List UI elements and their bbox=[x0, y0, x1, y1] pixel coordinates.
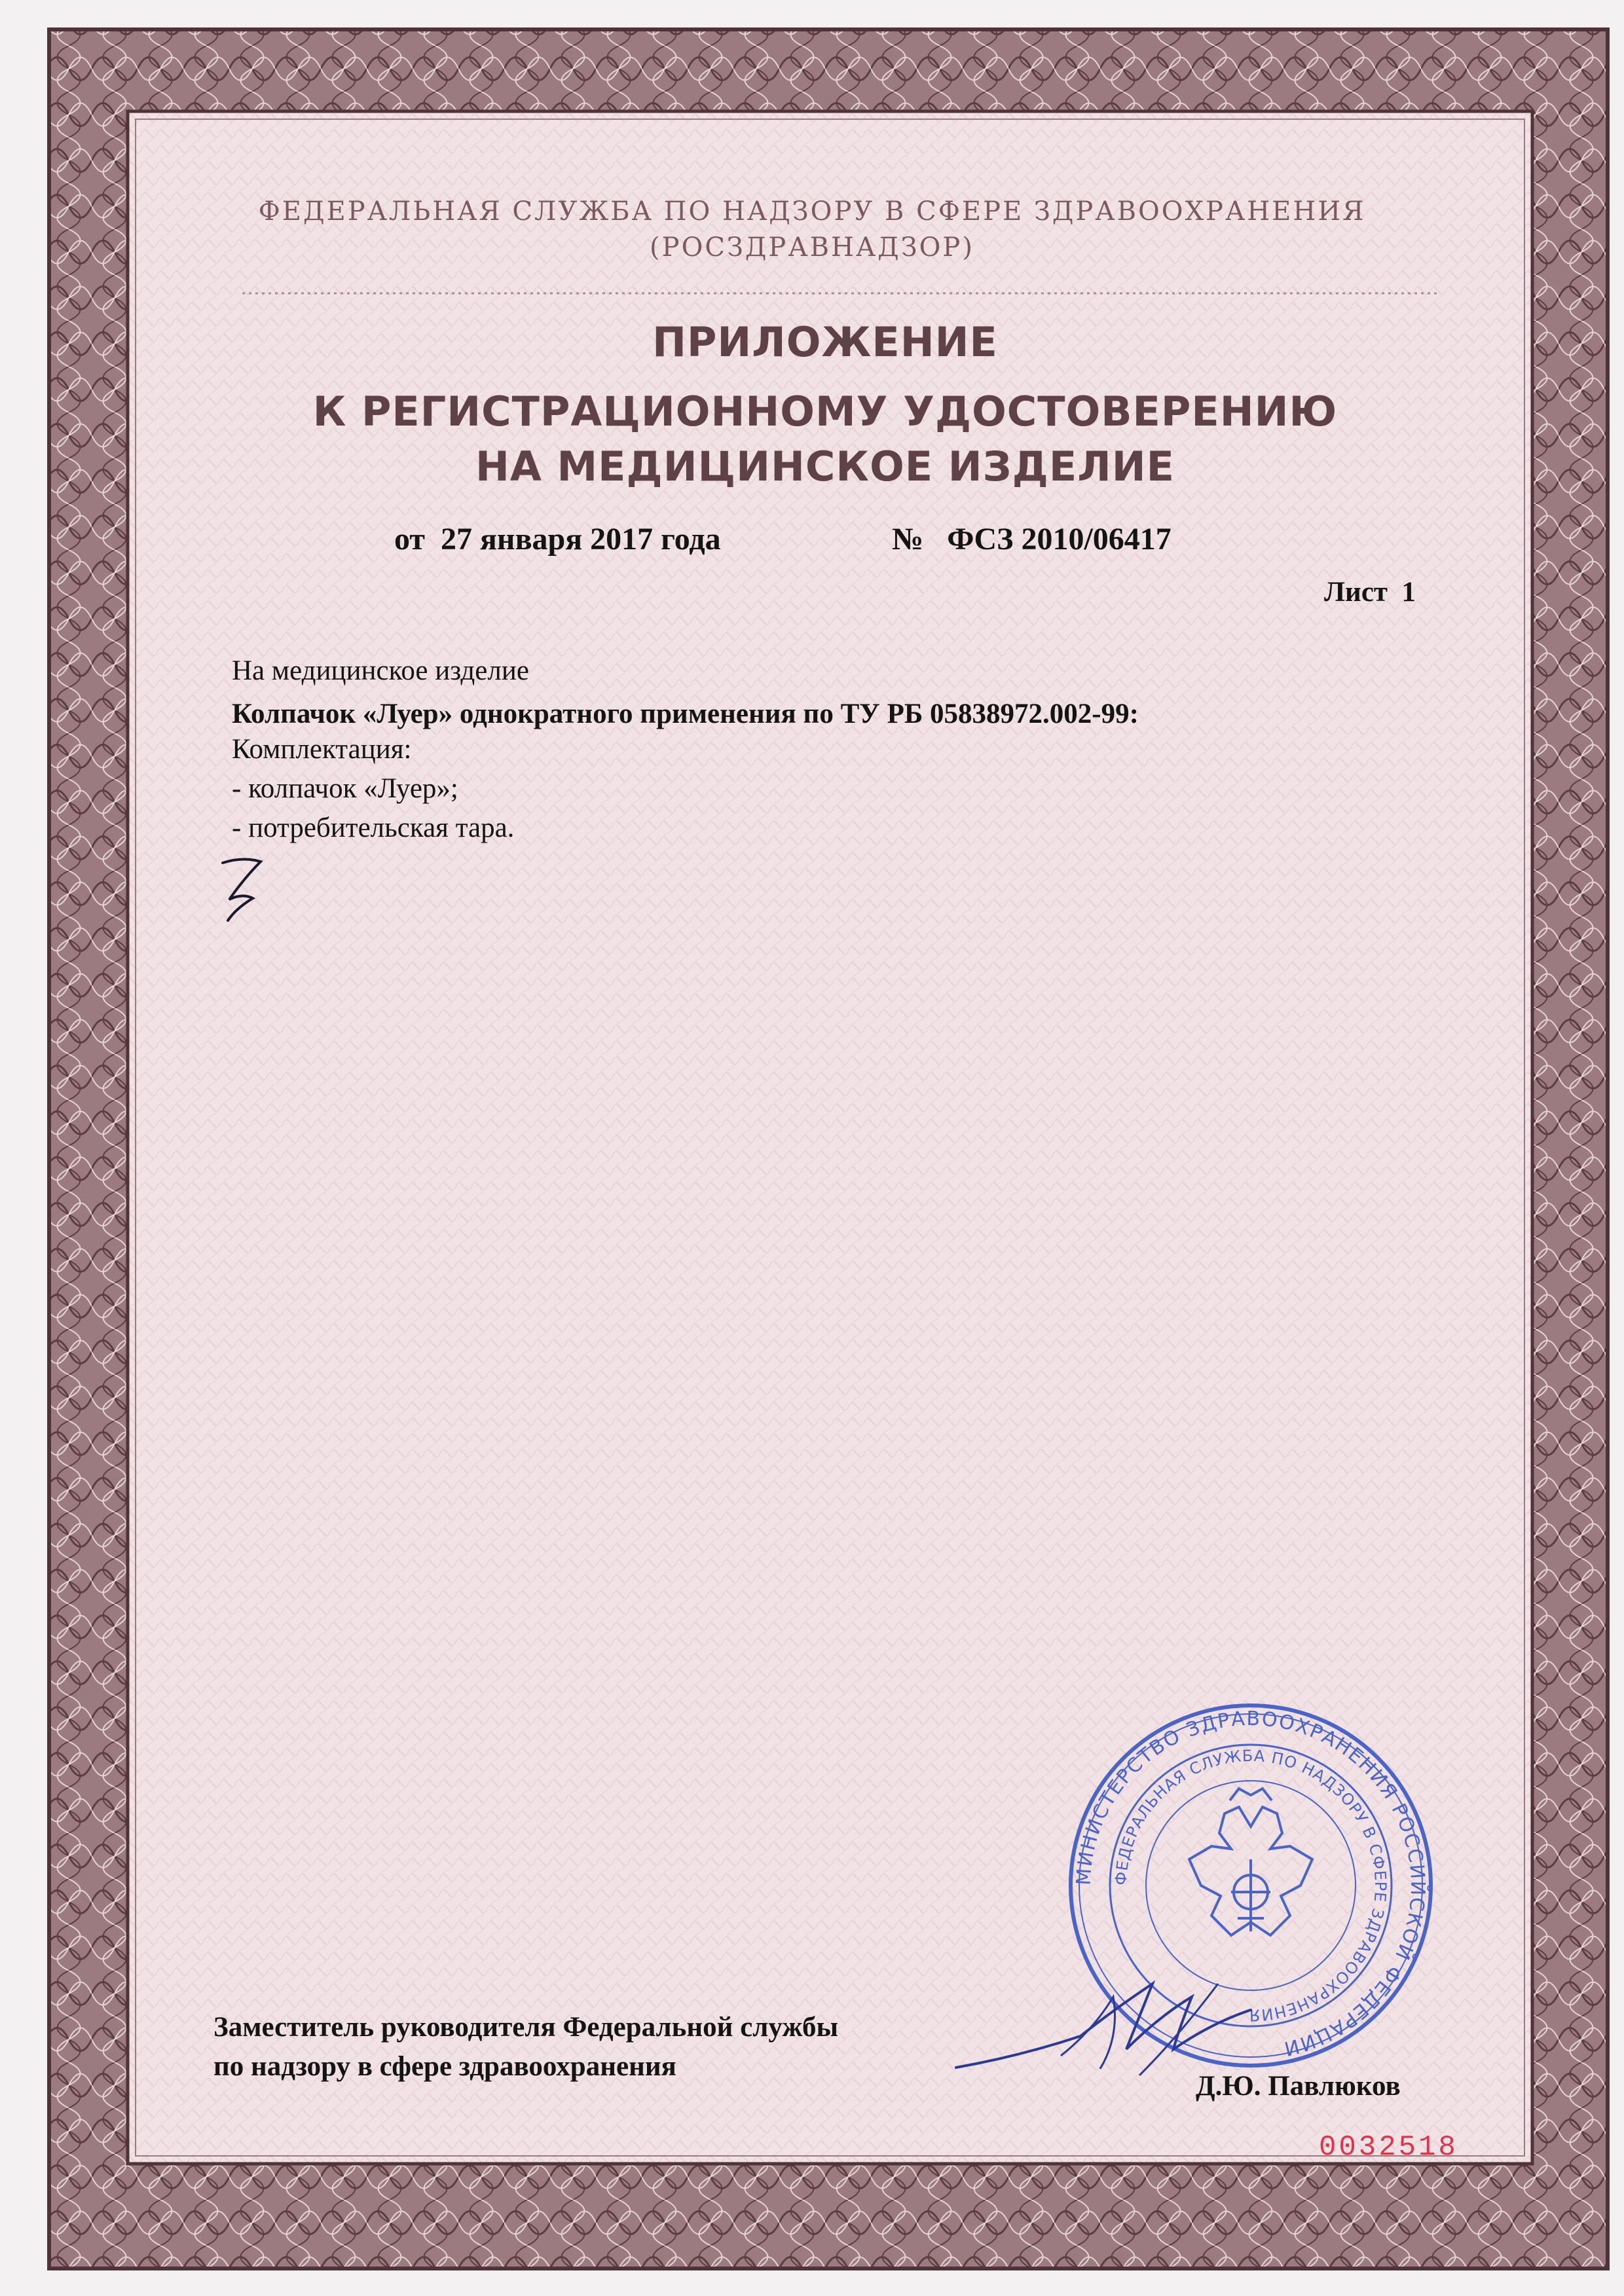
sheet-value: 1 bbox=[1401, 577, 1416, 608]
number-sign: № bbox=[892, 522, 924, 556]
certificate-number-line bbox=[892, 521, 1172, 557]
kit-item: - потребительская тара. bbox=[232, 812, 515, 843]
title-line-3: НА МЕДИЦИНСКОЕ ИЗДЕЛИЕ bbox=[475, 443, 1175, 490]
title-line-1: ПРИЛОЖЕНИЕ bbox=[652, 318, 998, 366]
product-name: Колпачок «Луер» однократного применения по ТУ РБ 05838972.002-99: bbox=[232, 699, 1139, 729]
signatory-position-line-1: Заместитель руководителя Федеральной службы bbox=[213, 2012, 839, 2043]
signatory-name: Д.Ю. Павлюков bbox=[1196, 2071, 1401, 2102]
signatory-position-line-2: по надзору в сфере здравоохранения bbox=[213, 2051, 676, 2082]
certificate-number: ФСЗ 2010/06417 bbox=[947, 522, 1172, 556]
intro-text: На медицинское изделие bbox=[232, 655, 529, 686]
kit-label: Комплектация: bbox=[232, 734, 412, 765]
eagle-emblem-icon bbox=[1189, 1789, 1312, 1935]
stamp-outer-text: МИНИСТЕРСТВО ЗДРАВООХРАНЕНИЯ РОССИЙСКОЙ ФЕДЕРАЦИИ bbox=[1072, 1707, 1430, 2060]
agency-abbreviation: (РОСЗДРАВНАДЗОР) bbox=[650, 232, 974, 263]
date-prefix: от bbox=[394, 522, 425, 556]
title-line-2: К РЕГИСТРАЦИОННОМУ УДОСТОВЕРЕНИЮ bbox=[312, 388, 1338, 435]
date-line bbox=[394, 521, 721, 557]
handwritten-mark bbox=[210, 851, 282, 930]
issue-date: 27 января 2017 года bbox=[440, 522, 721, 556]
stamp-inner-text: ФЕДЕРАЛЬНАЯ СЛУЖБА ПО НАДЗОРУ В СФЕРЕ ЗДРАВООХРАНЕНИЯ bbox=[1111, 1746, 1390, 2025]
sheet-number bbox=[1324, 576, 1416, 608]
kit-item: - колпачок «Луер»; bbox=[232, 773, 458, 804]
sheet-label: Лист bbox=[1324, 577, 1388, 608]
agency-name: ФЕДЕРАЛЬНАЯ СЛУЖБА ПО НАДЗОРУ В СФЕРЕ ЗДРАВООХРАНЕНИЯ bbox=[258, 196, 1366, 227]
serial-number: 0032518 bbox=[1319, 2131, 1458, 2164]
handwritten-signature bbox=[943, 1958, 1283, 2102]
